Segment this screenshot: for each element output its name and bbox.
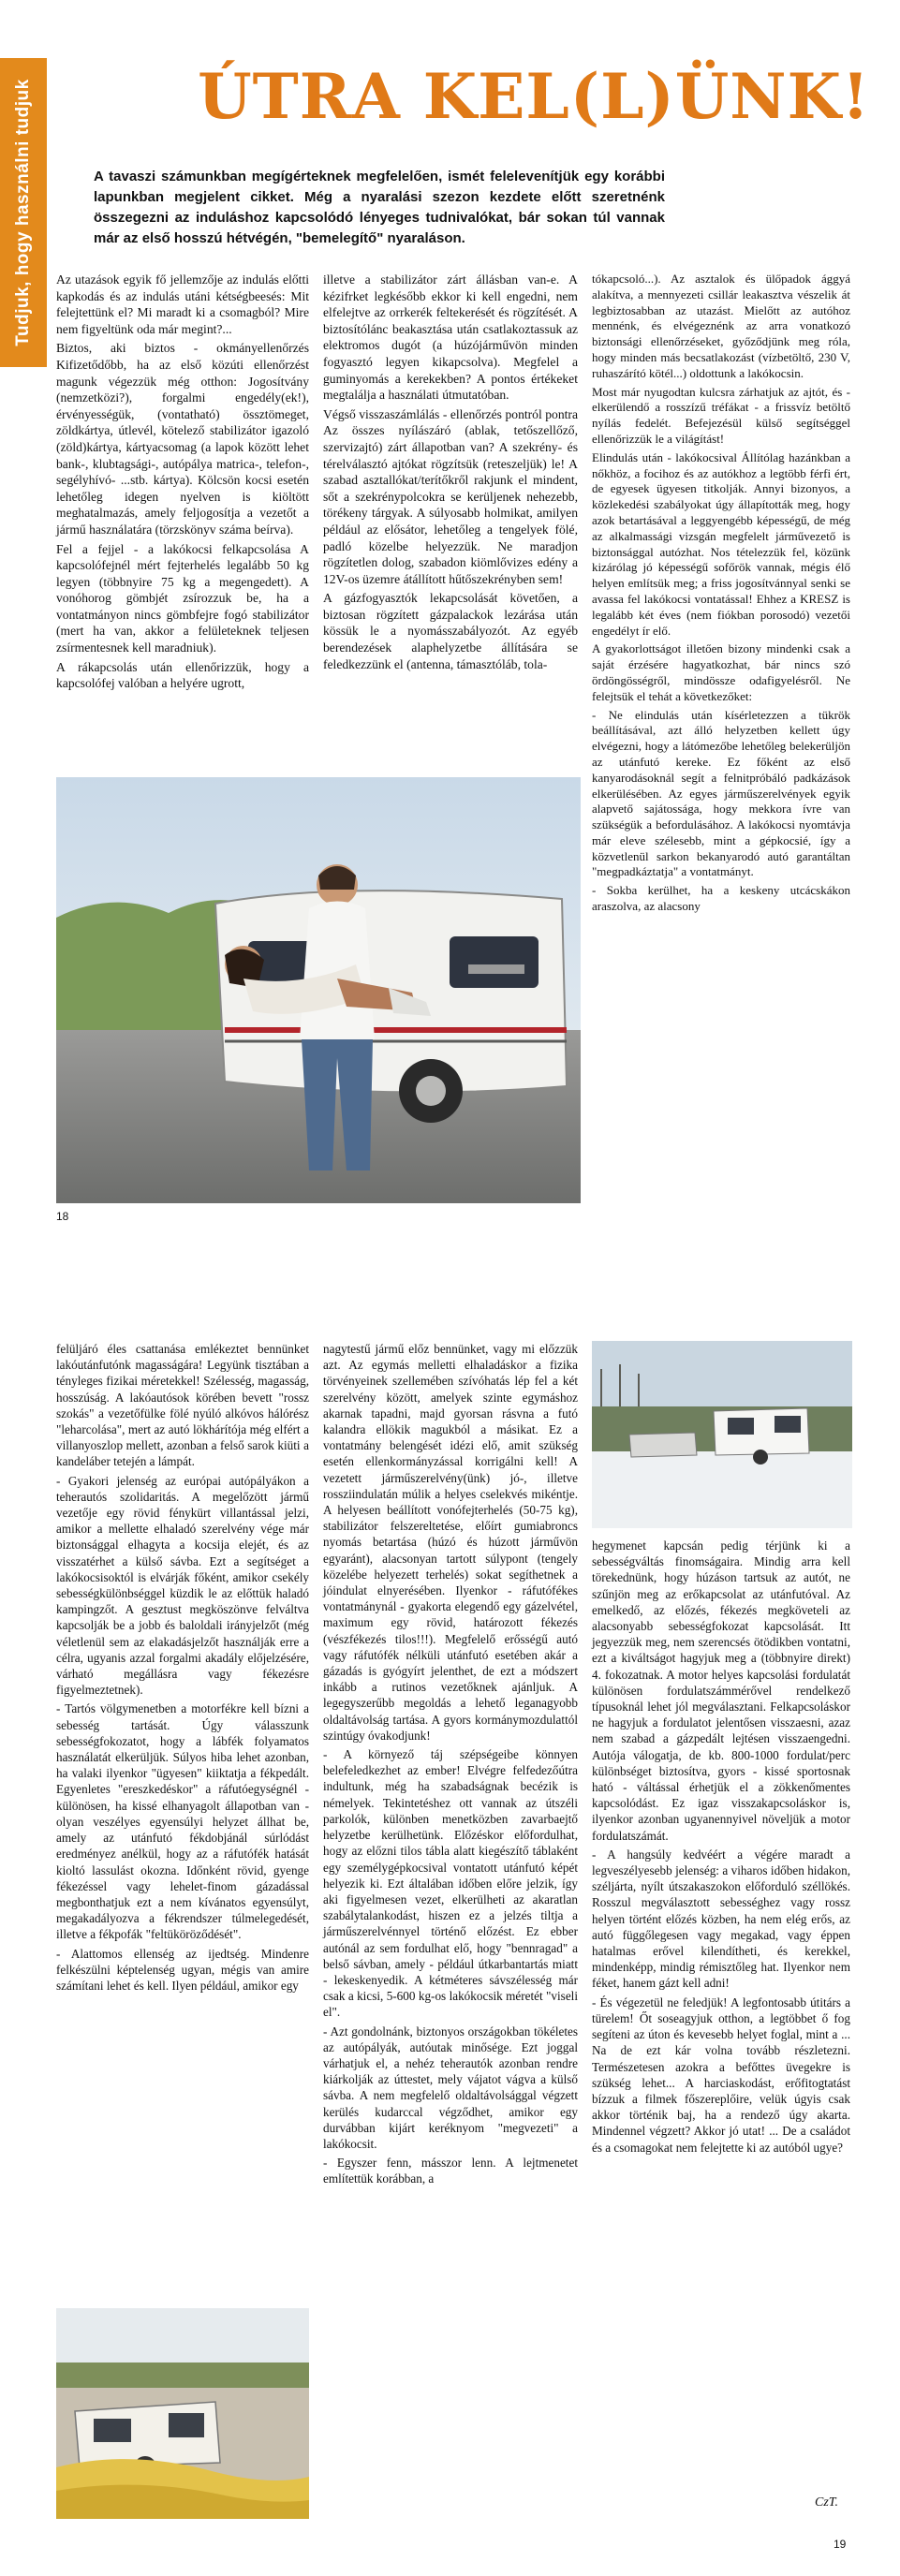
paragraph: - Sokba kerülhet, ha a keskeny utcácskákon araszolva, az alacsony xyxy=(592,883,850,914)
caravan-photo xyxy=(56,777,581,1203)
page19-column-1 xyxy=(56,1341,309,1994)
page18-column-2 xyxy=(323,272,578,672)
paragraph: A gyakorlottságot illetően bizony mindenki csak a saját érzésére hagyatkozhat, bár nincs szó ördöngösségről, mindössze odafigyelésről. Ne felejtsük el tehát a következőket: xyxy=(592,641,850,703)
page18-column-3 xyxy=(592,272,850,915)
caravan-in-field-image xyxy=(56,2308,309,2519)
paragraph: - Tartós völgymenetben a motorfékre kell bízni a sebesség tartását. Úgy válasszunk sebességfokozatot, hogy a lábfék folyamatos használatát elkerüljük. Súlyos hiba lehet azonban, ha valaki ilyenkor "ügyesen" kiiktatja a fékpedált. Egyenletes "ereszkedéskor" a ráfutóegységnél - különösen, ha kissé elhanyagolt állapotban van - olyan veszélyes egyensúlyi helyzet állhat be, amely az utánfutó fékdobjánál súrlódást eredményez anélkül, hogy az a ráfutófék hatását kioltó lassulást okozna. Időnként rövid, gyenge fékezéssel vagy lehelet-finom gázadással megbonthatjuk ezt a nem kívánatos egyensúlyt, megakadályozva a fékrendszer túlmelegedését, illetve a fékpofák "feltüköröződését". xyxy=(56,1701,309,1942)
paragraph: Most már nyugodtan kulcsra zárhatjuk az ajtót, és - elkerülendő a rosszízű tréfákat - a frissvíz betöltő nyílás fedelét. Befejezésül külső segítséggel ellenőrizzük le a világítást! xyxy=(592,384,850,446)
paragraph: hegymenet kapcsán pedig térjünk ki a sebességváltás finomságaira. Mindig arra kell törekednünk, hogy húzáson tartsuk az autót, ne szűnjön meg az erőkapcsolat az utánfutóval. Az emelkedő, az előzés, fékezés megköveteli az alacsonyabb sebességfokozat kapcsolását. Itt jegyezzük meg, nem szerencsés ötödikben vontatni, ezt a kiváltságot hagyjuk meg a (többnyire direkt) 4. fokozatnak. A motor helyes kapcsolási fordulatát különösen fordulatszámmérővel rendelkező típusoknál lehet jól megválasztani. Felkapcsoláskor ne hagyjuk a fordulatot jelentősen visszaesni, azaz nem szabad a gázpedált lejtésen visszaengedni. Autója válogatja, de kb. 800-1000 fordulat/perc különbséget biztosítva, gyors - kissé sportosnak ható - váltással érhetjük el a zökkenőmentes kapcsolódást. Ez igaz visszakapcsoláskor is, ilyenkor azonban ugyanennyivel növeljük a motor fordulatszámát. xyxy=(592,1538,850,1843)
page-gap xyxy=(0,1266,900,1320)
paragraph: Elindulás után - lakókocsival Állítólag hazánkban a nőkhöz, a focihoz és az autókhoz a legtöbb férfi ért, de egyesek ügyesen titkolják. Annyi bizonyos, a közlekedési szabályokat úgy állapították meg, hogy azok betartásával a leggyengébb képességű, de még az alkalmassági vizsgán megfelelt járművezető is biztonsággal autózhat. Nos tételezzük fel, közünk kizárólag jó képességű sofőrök vannak, mégis élő helyen említsük meg; a friss jogosítvánnyal senki se avassa fel lakókocsi vontatással! Ehhez a KRESZ is legalább két éves (nem fiókban porosodó) vezetői engedélyt ír elő. xyxy=(592,449,850,638)
paragraph: felüljáró éles csattanása emlékeztet bennünket lakóutánfutónk magasságára! Legyünk tisztában a tényleges fizikai méretekkel! Szélesség, magasság, hosszúság. A lakóautósok körében bevett "rossz szokás" a vezetőfülke fölé nyúló alkóvos hálórész "leharcolása", mert az autó lökhárítója még elfért a villanyoszlop mellett, azonban a felső sarok kiüti a kandeláber tetején a lámpát. xyxy=(56,1342,309,1469)
paragraph: A gázfogyasztók lekapcsolását követően, a biztosan rögzített gázpalackok lezárása után kössük le a nyomásszabályozót. Az egyéb berendezések alaphelyzetbe állítására se feledkezzünk el (antenna, támasztóláb, tola- xyxy=(323,591,578,671)
paragraph: - Azt gondolnánk, biztonyos országokban tökéletes az autópályák, autóutak minősége. Ezt joggal várhatjuk el, a nehéz teherautók azonban rendre kiárkolják az úttestet, mely vájatot vágva a külső sávba. A nem megfelelő oldaltávolsággal végzett kerülés kudarccal végződhet, amikor egy durvábban kijárt keréknyom "megvezeti" a lakókocsit. xyxy=(323,2024,578,2151)
sidebar-label: Tudjuk, hogy használni tudjuk xyxy=(13,79,33,346)
paragraph: Végső visszaszámlálás - ellenőrzés pontról pontra Az összes nyílászáró (ablak, tetőszellőző, szervizajtó) zárt állapotban van? A szekrény- és térelválasztó ajtókat rögzítsük (reteszeljük) le! A szabad asztallókat/terítőkről rakjunk el mindent, sőt a szekrénypolcokra se kerüljenek nehezebb, törékeny tárgyak. A súlyosabb holmikat, amilyen például az elősátor, lehetőleg a tengelyek fölé, padló közelbe helyezzük. Ne maradjon rögzítetlen dolog, szabadon kiömlővizes edény a 12V-os üzemre átállított hűtőszekrényben sem! xyxy=(323,406,578,586)
paragraph: - A hangsúly kedvéért a végére maradt a legveszélyesebb jelenség: a viharos időben hidakon, széljárta, nyílt útszakaszokon előforduló széllökés. Rosszul megválasztott sebességhez vagy rossz helyen történt előzés közben, ha nem elég erős, az autó függőlegesen vagy megakad, vagy éppen hatalmas erővel kilendítheti, és kerekkel, mindenképp, mindig rémisztőleg hat. Ilyenkor nem féket, hanem gázt kell adni! xyxy=(592,1847,850,1991)
paragraph: - Gyakori jelenség az európai autópályákon a teherautós szolidaritás. A megelőzött jármű vezetője egy rövid fénykürt villantással jelzi, amikor a mellette elhaladó szerelvény vége már biztonsággal elhagyta a kocsija elejét, és az visszatérhet a külső sávba. Ezt a segítséget a lakókocsisoktól is elvárják főként, amikor csekély sebességkülönbséggel küzdik le az előttük haladó kampingzőt. A gesztust megköszönve felváltva kapcsolják be a jobb és baloldali irányjelzőt (még véletlenül sem az elakadásjelzőt használják erre a célra, ugyanis azzal forgalmi akadály előjelzésére, várható megállásra vagy fékezésre figyelmeztetnek). xyxy=(56,1473,309,1698)
paragraph: - És végezetül ne feledjük! A legfontosabb útitárs a türelem! Őt soseagyjuk otthon, a legtöbbet ő fog segíteni az úton és kevesebb helyet foglal, mint a ... Na de ezt kár volna tovább részletezni. Természetesen azokra a befőttes üvegekre is szükség lehet... A harciaskodást, erőfitogtatást bízzuk a filmek főszereplőire, velük úgyis csak akkor történik baj, ha a rendező úgy akarta. Mindennel végzett? Akkor jó utat! ... De a családot és a csomagokat nem felejtette ki az autóból ugye? xyxy=(592,1995,850,2155)
caravan-winter-photo xyxy=(592,1341,852,1528)
paragraph: Biztos, aki biztos - okmányellenőrzés Kifizetődőbb, ha az első közúti ellenőrzést magunk végezzük még otthon: Jogosítvány (nemzetközi?), forgalmi engedély(ek!), érvényességük, (vontatható) össztömeget, zöldkártya, útlevél, kötelező stabilizátor igazoló (zöld)kártya, kártyacsomag (a lapok között lehet bank-, klubtagsági-, autópálya matrica-, telefon-, segélyhívó- ...stb. kártya). Kölcsön kocsi esetén lehetőleg idegen nyelven is kiöltött meghatalmazás, amely feljogosítja a vezetőt a jármű használatára (törzskönyv száma beírva). xyxy=(56,341,309,537)
paragraph: - A környező táj szépségeibe könnyen belefeledkezhet az ember! Elvégre felfedezőútra indultunk, még ha szabadságnak becézik is némelyek. Tekintetéshez ott vannak az útszéli parkolók, különben menetközben zavarbaejtő helyzetbe kerülhetünk. Előzéskor előfordulhat, hogy az előzni tilos tábla alatt kiegészítő táblaként egy személygépkocsival vontatott utánfutó képét helyezik ki. Ezt általában időben előre jelzik, így aki figyelmesen vezet, elkerülheti az akaratlan szabálytalankodást, hiszen ez a jelzés tiltja a járműszerelvénnyel történő előzést. Ez ebber autónál az sem fordulhat elő, hogy "bennragad" a belső sávban, amely - például útkarbantartás miatt - lekeskenyedik. A kétméteres sávszélesség már csak a kicsi, 5-600 kg-os lakókocsik méretét "viseli el". xyxy=(323,1747,578,2020)
sidebar-tab xyxy=(0,58,47,367)
caravan-field-photo xyxy=(56,2308,309,2519)
page-number: 19 xyxy=(834,2538,847,2551)
caravan-couple-image xyxy=(56,777,581,1203)
paragraph: Az utazások egyik fő jellemzője az indulás előtti kapkodás és az indulás utáni kétségbeesés: Mit felejtettünk el? Mi maradt ki a csomagból? Mire nem figyeltünk oda már megint?... xyxy=(56,272,309,336)
article-title: ÚTRA KEL(L)ÜNK! xyxy=(198,60,870,133)
page18-column-1 xyxy=(56,272,309,692)
paragraph: Fel a fejjel - a lakókocsi felkapcsolása A kapcsolófejnél mért fejterhelés legalább 50 kg legyen (többnyire 75 kg a megengedett). A vonóhorog gömbjét zsírozzuk be, ha a vontatmányon nincs gömbfejre fogó stabilizátor (mert ha van, akkor a felületeknek teljesen zsírmentesnek kell maradniuk). xyxy=(56,541,309,655)
paragraph: - Alattomos ellenség az ijedtség. Mindenre felkészülni képtelenség ugyan, mégis van amire számítani lehet és kell. Ilyen például, amikor egy xyxy=(56,1946,309,1993)
page19-column-2 xyxy=(323,1341,578,2187)
article-lead: A tavaszi számunkban megígérteknek megfelelően, ismét felelevenítjük egy korábbi lapunkban megjelent cikket. Még a nyaralási szezon kezdete előtt szeretnénk összegezni az induláshoz kapcsolódó lényeges tudnivalókat, bár sokan túl vannak már az első hosszú hétvégén, "bemelegítő" nyaraláson. xyxy=(94,169,665,246)
paragraph: tókapcsoló...). Az asztalok és ülőpadok ággyá alakítva, a mennyezeti csillár leakasztva vészelik át legbiztosabban az utazást. Mielőtt az autóhoz mennénk, és elvégeznénk az arra vonatkozó biztonsági ellenőrzéseket, győződjünk meg róla, hogy minden más becsatlakozást (vízbetöltő, 230 V, ruhaszárító kötél...) oldottunk a lakókocsin. xyxy=(592,272,850,380)
page-19 xyxy=(0,1320,900,2576)
page-18 xyxy=(0,0,900,1266)
paragraph: illetve a stabilizátor zárt állásban van-e. A kézifrket legkésőbb ekkor ki kell engedni, nem elfelejtve az orrkerék feltekerését és rögzítését. A biztosítólánc beakasztása után csatlakoztassuk az elektromos dugót (a húzójárművön minden fogyasztó legyen kikapcsolva). Megfelel a guminyomás a kerekekben? A pontos értékeket megtalálja a használati útmutatóban. xyxy=(323,272,578,403)
page-number: 18 xyxy=(56,1210,69,1223)
caravan-winter-image xyxy=(592,1341,852,1528)
paragraph: - Egyszer fenn, másszor lenn. A lejtmenetet említettük korábban, a xyxy=(323,2156,578,2186)
author-signature: CzT. xyxy=(815,2495,839,2510)
paragraph: nagytestű jármű előz bennünket, vagy mi előzzük azt. Az egymás melletti elhaladáskor a fizika törvényeinek szellemében szívóhatás lép fel a két szerelvény között, amelyek szinte egymáshoz akarnak tapadni, majd gyorsan rásvna a futó kalandra ellökik magukból a másikat. Ez a vontatmány belengését idézi elő, amit szükség esetén ellenkormányzással korrigálni kell! A vezetett járműszerelvény(ünk) jó-, illetve rossziindulatán múlik a helyes cselekvés mikéntje. A helyesen beállított vonófejterhelés (50-75 kg), stabilizátor felszereltetése, előírt gumiabroncs nyomás betartása (húzó és húzott járművön egyaránt), alacsonyan tartott súlypont (tengely közelébe helyezett terhelés) sokat segíthetnek a jóindulat elnyerésében. Ilyenkor - ráfutófékes vontatmánynál - gyakorta elegendő egy gázelvétel, maximum egy rövid, határozott fékezés (vészfékezés tilos!!!). Megfelelő erősségű autó vagy ráfutófék nélküli utánfutó esetében akár a gázadás is gyógyírt jelenthet, de ezt a módszert inkább a rutinos vezetőknek ajánljuk. A legegyszerűbb megoldás a lehető leganagyobb oldaltávolság tartása. A gyors kormánymozdulattól szintúgy óvakodjunk! xyxy=(323,1342,578,1743)
page19-column-3 xyxy=(592,1538,850,2156)
paragraph: - Ne elindulás után kísérletezzen a tükrök beállításával, azt álló helyzetben kellett úgy elvégezni, hogy a látómezőbe lehetőleg belekerüljön az utánfutó kereke. Ez főként az első kanyarodásoknál segít a felnitpróbáló padkázások elkerülésében. Az egyes járműszerelvények egyik alapvető sajátossága, hogy mekkora ívre van szükségük a befordulásához. A lakókocsi nyomtávja már eleve szélesebb, mint a gépkocsié, így a közvetlenül sarkon bekanyarodó autó garantáltan "megpadkáztatja" a vontatmányt. xyxy=(592,707,850,879)
paragraph: A rákapcsolás után ellenőrizzük, hogy a kapcsolófej valóban a helyére ugrott, xyxy=(56,659,309,691)
